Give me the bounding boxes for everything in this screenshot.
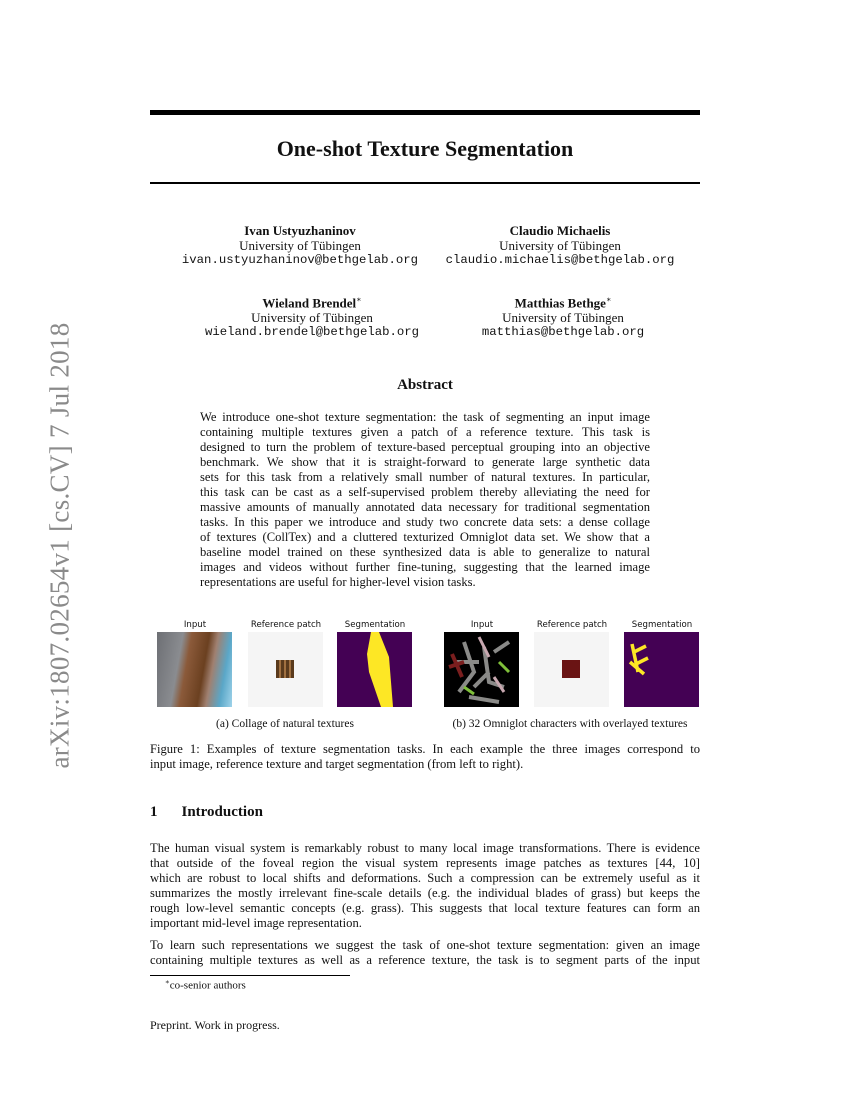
text-line: this task can be cast as a self-supervised problem thereby alleviating the need for <box>200 485 650 499</box>
text-line: Figure 1: Examples of texture segmentation tasks. In each example the three images correspond to <box>150 742 700 756</box>
text-line: The human visual system is remarkably robust to many local image transformations. There is evidence <box>150 841 700 855</box>
footnote <box>165 978 246 992</box>
author-name: Wieland Brendel <box>262 295 357 311</box>
segmentation-mask <box>624 632 699 707</box>
author-email[interactable]: claudio.michaelis@bethgelab.org <box>445 253 675 267</box>
paper-title: One-shot Texture Segmentation <box>276 136 574 161</box>
panel-label-input-a: Input <box>183 620 207 630</box>
author-email[interactable]: ivan.ustyuzhaninov@bethgelab.org <box>181 253 419 267</box>
arxiv-stamp: arXiv:1807.02654v1 [cs.CV] 7 Jul 2018 <box>44 322 75 769</box>
omniglot-clutter <box>444 632 519 707</box>
text-line: input image, reference texture and target segmentation (from left to right). <box>150 757 524 771</box>
footnote-rule <box>150 975 350 976</box>
footnote-mark: ∗ <box>165 978 170 986</box>
panel-label-input-b: Input <box>470 620 494 630</box>
text-line: designed to turn the problem of texture-based perceptual grouping into an objective <box>200 440 650 454</box>
author-email[interactable]: matthias@bethgelab.org <box>481 325 645 340</box>
subcaption-a: (a) Collage of natural textures <box>216 718 354 730</box>
author-affiliation: University of Tübingen <box>499 238 621 253</box>
panel-label-reference-b: Reference patch <box>536 620 608 630</box>
collage-reference-image <box>248 632 323 707</box>
text-line: representations are useful for higher-level vision tasks. <box>200 575 476 589</box>
author-email[interactable]: wieland.brendel@bethgelab.org <box>204 325 419 340</box>
omniglot-reference-image <box>534 632 609 707</box>
segmentation-mask <box>337 632 412 707</box>
text-line: benchmark. We show that it is straight-forward to generate large synthetic data <box>200 455 650 469</box>
text-line: We introduce one-shot texture segmentation: the task of segmenting an input image <box>200 410 650 424</box>
section-title: Introduction <box>181 804 263 820</box>
omniglot-input-image <box>444 632 519 707</box>
reference-patch <box>276 660 294 678</box>
subcaption-b: (b) 32 Omniglot characters with overlayed textures <box>452 718 688 730</box>
text-line: of textures (CollTex) and a cluttered texturized Omniglot data set. We show that a <box>200 530 650 544</box>
collage-input-image <box>157 632 232 707</box>
footnote-mark: ∗ <box>356 295 362 304</box>
author-4 <box>413 292 713 340</box>
text-line: containing multiple textures as well as a reference texture, the task is to segment parts of the input <box>150 953 700 967</box>
author-name: Matthias Bethge <box>514 295 606 311</box>
section-number: 1 <box>150 804 158 820</box>
author-name: Ivan Ustyuzhaninov <box>244 223 356 238</box>
text-line: baseline model trained on these synthesized data is able to generalize to natural <box>200 545 650 559</box>
text-line: images and videos without further fine-tuning, suggesting that the learned image <box>200 560 650 574</box>
text-line: To learn such representations we suggest the task of one-shot texture segmentation: given an image <box>150 938 700 952</box>
collage-segmentation-image <box>337 632 412 707</box>
author-1 <box>150 223 450 268</box>
text-line: sets for this task from a relatively small number of natural textures. In particular, <box>200 470 650 484</box>
intro-paragraph-1 <box>150 841 700 931</box>
abstract-text <box>200 410 650 590</box>
author-affiliation: University of Tübingen <box>502 310 624 326</box>
omniglot-segmentation-image <box>624 632 699 707</box>
author-name: Claudio Michaelis <box>509 223 611 238</box>
author-2 <box>410 223 710 268</box>
text-line: tasks. In this paper we introduce and study two concrete data sets: a dense collage <box>200 515 650 529</box>
author-affiliation: University of Tübingen <box>251 310 373 326</box>
text-line: that outside of the foveal region the visual system represents image patches as textures [44, 10] <box>150 856 700 870</box>
text-line: rough low-level semantic concepts (e.g. grass). This suggests that local texture features can form an <box>150 901 700 915</box>
text-line: summarizes the mostly irrelevant fine-scale details (e.g. the individual blades of grass) but keeps the <box>150 886 700 900</box>
panel-label-segmentation-b: Segmentation <box>631 620 693 630</box>
top-rule <box>150 110 700 115</box>
reference-patch <box>562 660 580 678</box>
figure-caption <box>150 742 700 772</box>
text-line: important mid-level image representation. <box>150 916 362 930</box>
title-rule <box>150 182 700 184</box>
footer-note: Preprint. Work in progress. <box>150 1018 280 1032</box>
section-heading <box>150 804 263 821</box>
text-line: containing multiple textures given a patch of a reference texture. This task is <box>200 425 650 439</box>
abstract-heading: Abstract <box>397 377 453 393</box>
text-line: massive amounts of manually annotated data necessary for traditional segmentation <box>200 500 650 514</box>
text-line: which are robust to local shifts and deformations. Such a compression can be extremely useful as it <box>150 871 700 885</box>
footnote-mark: ∗ <box>605 295 612 304</box>
panel-label-segmentation-a: Segmentation <box>344 620 406 630</box>
author-affiliation: University of Tübingen <box>239 238 361 253</box>
panel-label-reference-a: Reference patch <box>250 620 322 630</box>
intro-paragraph-2 <box>150 938 700 968</box>
footnote-text: co-senior authors <box>169 979 246 992</box>
